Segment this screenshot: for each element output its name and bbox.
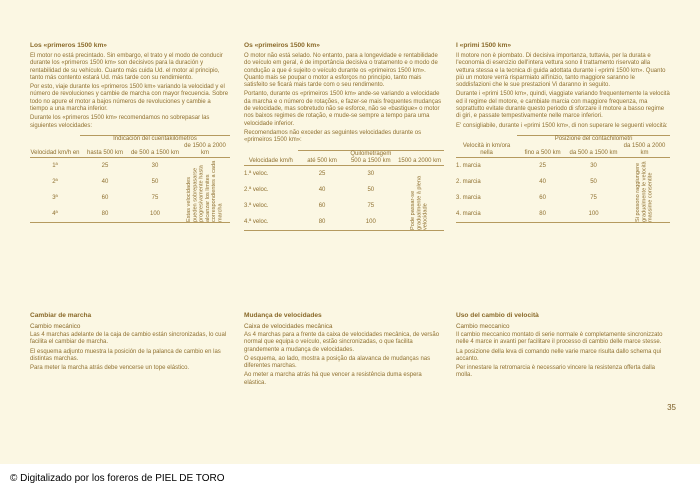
sub-header: da 1500 a 2000 km xyxy=(623,142,666,156)
sub-header: 500 a 1500 km xyxy=(350,157,391,164)
paragraph: La posizione della leva di comando nelle varie marce risulta dallo schema qui accanto. xyxy=(456,348,662,362)
paragraph: Ao meter a marcha atrás há que vencer a resistência duma espera elástica. xyxy=(244,372,422,386)
paragraph: El motor no está precintado. Sin embargo, el trato y el modo de conducir durante los «primeros 1500 km» son decisivos para la duración y rentabilidad de su vehículo. Cuanto más cuida Ud. el motor al principio, tanto más contento estará Ud. más tarde con su rendimiento. xyxy=(30,53,223,81)
paragraph: Por esto, viaje durante los «primeros 1500 km» variando la velocidad y el número de revoluciones y cambie de marcha con mayor frecuencia. Sobre todo no apure el motor a bajos números de revoluciones y cambie a tiempo a una marcha inferior. xyxy=(30,84,229,113)
column-spanish xyxy=(30,42,230,223)
gear-label: 4. marcia xyxy=(456,210,481,217)
speed-value: 25 xyxy=(101,162,109,169)
table-title: Posizione del contachilometri xyxy=(517,135,670,143)
speed-value: 75 xyxy=(367,202,375,209)
gearshift-section-portuguese xyxy=(244,312,444,389)
table-note: Estas velocidades pueden sobrepasarse progresivamente hasta alcanzar los límites correspondientes a cada marcha xyxy=(186,160,224,222)
paragraph: Per innestare la retromarcia è necessario vincere la resistenza offerta dalla molla. xyxy=(456,365,655,379)
speed-value: 25 xyxy=(318,170,326,177)
paragraph: O esquema, ao lado, mostra a posição da alavanca de mudanças nas diferentes marchas. xyxy=(244,355,431,370)
sub-header: de 500 a 1500 km xyxy=(130,149,180,156)
sub-header: até 500 km xyxy=(307,157,337,164)
speed-value: 100 xyxy=(149,210,160,217)
speed-value: 30 xyxy=(590,162,597,169)
gear-label: 1.ª veloc. xyxy=(244,170,269,177)
gear-label: 2. marcia xyxy=(456,178,481,185)
gear-label: 2.ª veloc. xyxy=(244,186,269,193)
speed-value: 50 xyxy=(367,186,375,193)
paragraph: Durante los «primeros 1500 km» recomendamos no sobrepasar las siguientes velocidades: xyxy=(30,115,210,129)
gear-label: 4ª xyxy=(52,210,58,217)
speed-table xyxy=(30,135,230,223)
speed-value: 100 xyxy=(365,218,376,225)
section-heading: Os «primeiros 1500 km» xyxy=(244,42,320,49)
speed-value: 100 xyxy=(588,210,599,217)
table-title: Indicación del cuentakilómetros xyxy=(80,135,230,143)
speed-value: 75 xyxy=(590,194,597,201)
gear-label: 4.ª veloc. xyxy=(244,218,269,225)
sub-header: de 1500 a 2000 km xyxy=(184,142,226,156)
column-portuguese xyxy=(244,42,444,231)
table-title: Quilometragem xyxy=(298,150,444,158)
paragraph: As 4 marchas para a frente da caixa de velocidades mecânica, de versão normal que equipa o veículo, estão sincronizadas, o que facilita grandemente a mudança de velocidades. xyxy=(244,332,440,353)
speed-value: 60 xyxy=(101,194,109,201)
gear-label: 3.ª veloc. xyxy=(244,202,269,209)
speed-value: 75 xyxy=(151,194,159,201)
section-heading: Cambiar de marcha xyxy=(30,312,92,319)
table-note: Pode passar-se gradualmente à plena velocidade xyxy=(410,175,429,230)
speed-table xyxy=(244,150,444,231)
gear-label: 3ª xyxy=(52,194,58,201)
speed-value: 40 xyxy=(318,186,326,193)
gearshift-section-spanish xyxy=(30,312,230,374)
speed-value: 50 xyxy=(590,178,597,185)
footer-credit: © Digitalizado por los foreros de PIEL DE TORO xyxy=(0,464,700,492)
table-note: Si possono raggiungere gradualmente le velocità massime consentite xyxy=(635,161,654,222)
paragraph: El esquema adjunto muestra la posición de la palanca de cambio en las distintas marchas. xyxy=(30,348,221,362)
speed-value: 80 xyxy=(101,210,109,217)
paragraph: E' consigliabile, durante i «primi 1500 km», di non superare le seguenti velocità: xyxy=(456,122,668,129)
sub-header: da 500 a 1500 km xyxy=(569,149,618,156)
speed-value: 60 xyxy=(539,194,546,201)
speed-col-label: Velocità in km/ora nella xyxy=(462,142,511,156)
column-italian xyxy=(456,42,670,223)
paragraph: Las 4 marchas adelante de la caja de cambio están sincronizadas, lo cual facilita el cambiar de marcha. xyxy=(30,332,227,346)
section-heading: I «primi 1500 km» xyxy=(456,42,511,49)
speed-col-label: Velocidade km/h xyxy=(248,157,293,164)
speed-value: 25 xyxy=(539,162,546,169)
paragraph: Portanto, durante os «primeiros 1500 km» ande-se variando a velocidade da marcha e o número de rotações, e fazer-se mais frequentes mudanças de velocidade, mas sobretudo não se esforce, não se «bastigue» o motor nos baixos regimes de rotação, e mude-se sempre a tempo para uma velocidade inferior. xyxy=(244,91,442,127)
section-heading: Uso del cambio di velocità xyxy=(456,312,539,319)
paragraph: Il cambio meccanico montato di serie normale è completamente sincronizzato nelle 4 marce in avanti per facilitare il processo di cambio delle marce stesse. xyxy=(456,332,663,346)
speed-value: 80 xyxy=(539,210,546,217)
speed-value: 50 xyxy=(151,178,159,185)
speed-col-label: Velocidad km/h en xyxy=(30,149,80,156)
paragraph: Para meter la marcha atrás debe vencerse un tope elástico. xyxy=(30,365,190,372)
speed-value: 30 xyxy=(367,170,375,177)
speed-value: 80 xyxy=(318,218,326,225)
paragraph: Il motore non è piombato. Di decisiva importanza, tuttavia, per la durata e l'economia di esercizio dell'intera vettura sono il trattamento riservato alla vettura stessa e la tecnica di guida adottata durante i «primi 1500 km». Quanto più un motore verrà risparmiato all'inizio, tanto maggiore saranno le soddisfazioni che le sue prestazioni Vi daranno in seguito. xyxy=(456,53,666,89)
section-heading: Los «primeros 1500 km» xyxy=(30,42,107,49)
speed-table xyxy=(456,135,670,223)
sub-header: hasta 500 km xyxy=(86,149,124,156)
subheading: Caixa de velocidades mecânica xyxy=(244,323,333,330)
speed-value: 60 xyxy=(318,202,326,209)
paragraph: Recomendamos não exceder as seguintes velocidades durante os «primeiros 1500 km»: xyxy=(244,129,422,144)
speed-value: 30 xyxy=(151,162,159,169)
gear-label: 2ª xyxy=(52,178,58,185)
speed-value: 40 xyxy=(539,178,546,185)
subheading: Cambio mecánico xyxy=(30,323,81,330)
page-number: 35 xyxy=(667,403,676,412)
gear-label: 1. marcia xyxy=(456,162,481,169)
sub-header: fino a 500 km xyxy=(524,149,561,156)
paragraph: O motor não está selado. No entanto, para a longevidade e rentabilidade do veículo em geral, é de importância decisiva o tratamento e o modo de condução a que é sujeito o veículo durante os «primeiros 1500 km». Quanto mais se poupar o motor a esforços no princípio, tanto mais satisfeito se ficará mais tarde com o seu rendimento. xyxy=(244,53,438,89)
speed-value: 40 xyxy=(101,178,109,185)
subheading: Cambio meccanico xyxy=(456,323,510,330)
gear-label: 3. marcia xyxy=(456,194,481,201)
gearshift-section-italian xyxy=(456,312,670,382)
paragraph: Durante i «primi 1500 km», quindi, viaggiate variando frequentemente la velocità ed il regime del motore, e cambiate marcia con maggiore frequenza, ma soprattutto evitate durante questo periodo di sforzare il motore a basso regime di giri, e passate tempestivamente nelle marce inferiori. xyxy=(456,91,670,120)
sub-header: 1500 a 2000 km xyxy=(398,157,442,164)
section-heading: Mudança de velocidades xyxy=(244,312,322,319)
gear-label: 1ª xyxy=(52,162,58,169)
